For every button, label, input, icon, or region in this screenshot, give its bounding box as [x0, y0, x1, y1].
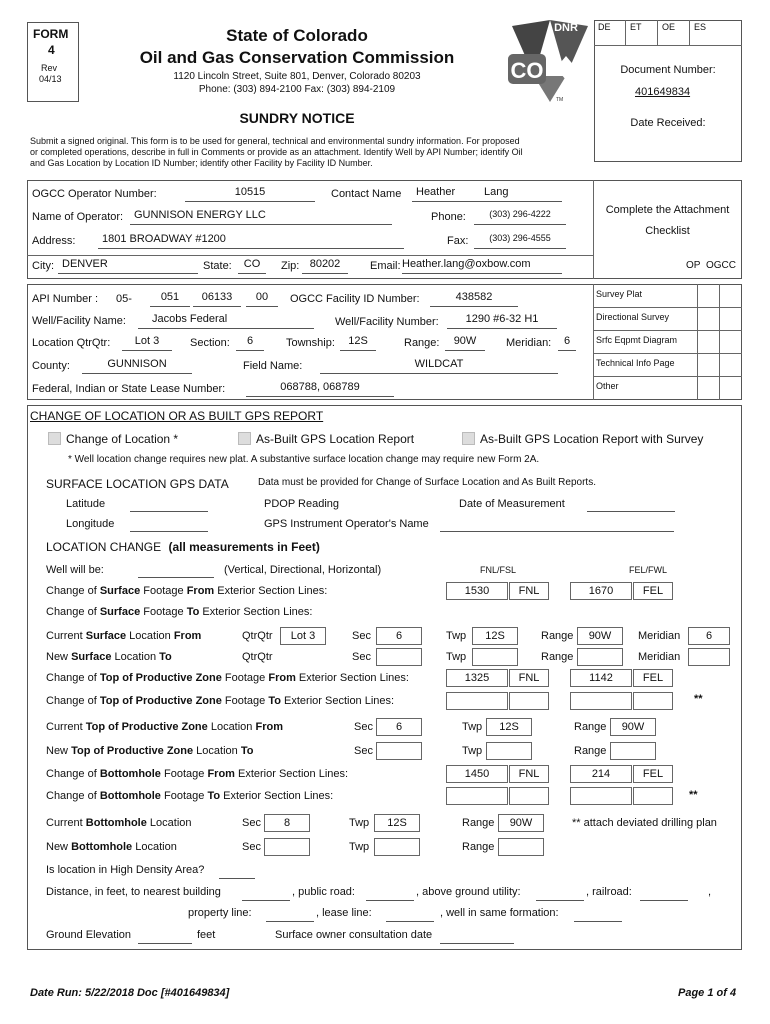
email-field[interactable]: Heather.lang@oxbow.com: [402, 258, 562, 274]
new-top-zone-label: New Top of Productive Zone Location To: [46, 745, 254, 757]
facility-id-field[interactable]: 438582: [430, 291, 518, 307]
distance-building-field[interactable]: [242, 886, 290, 901]
field-name-field[interactable]: WILDCAT: [320, 358, 558, 374]
railroad-field[interactable]: [640, 886, 688, 901]
top-cur-range-field[interactable]: 90W: [610, 718, 656, 736]
top-to-fel-dir[interactable]: [633, 692, 673, 710]
date-measurement-field[interactable]: [587, 497, 675, 512]
current-meridian-field[interactable]: 6: [688, 627, 730, 645]
new-qtrqtr-label: QtrQtr: [242, 651, 273, 663]
gps-operator-field[interactable]: [440, 517, 674, 532]
bh-cur-sec-field[interactable]: 8: [264, 814, 310, 832]
date-received-label: Date Received:: [630, 117, 706, 129]
svg-text:DNR: DNR: [554, 22, 578, 34]
phone-field[interactable]: (303) 296-4222: [474, 209, 566, 225]
utility-field[interactable]: [536, 886, 584, 901]
operator-name-label: Name of Operator:: [32, 211, 124, 223]
bh-new-sec-label: Sec: [242, 841, 261, 853]
surface-from-fel-dir[interactable]: FEL: [633, 582, 673, 600]
office-code-et: ET: [630, 22, 642, 32]
document-number: 401649834: [635, 86, 691, 98]
top-to-fnl-dir[interactable]: [509, 692, 549, 710]
checklist-item-technical-info[interactable]: Technical Info Page: [596, 358, 675, 368]
zip-field[interactable]: 80202: [302, 258, 348, 274]
bottomhole-footage-to-label: Change of Bottomhole Footage To Exterior Section Lines:: [46, 790, 334, 802]
utility-label: , above ground utility:: [416, 886, 521, 898]
checklist-col-op: OP: [686, 260, 701, 271]
surface-from-fnl-field[interactable]: 1530: [446, 582, 508, 600]
well-same-formation-field[interactable]: [574, 907, 622, 922]
bh-from-fel-dir[interactable]: FEL: [633, 765, 673, 783]
current-meridian-label: Meridian: [638, 630, 681, 642]
feet-label: feet: [197, 929, 216, 941]
top-new-range-label: Range: [574, 745, 607, 757]
lease-number-field[interactable]: 068788, 068789: [246, 381, 394, 397]
checklist-item-directional-survey[interactable]: Directional Survey: [596, 312, 670, 322]
contact-name-label: Contact Name: [331, 188, 402, 200]
township-field[interactable]: 12S: [340, 335, 376, 351]
email-label: Email:: [370, 260, 401, 272]
meridian-field[interactable]: 6: [558, 335, 576, 351]
double-star-marker-2: **: [689, 789, 698, 801]
bh-cur-range-field[interactable]: 90W: [498, 814, 544, 832]
gps-data-title: SURFACE LOCATION GPS DATA: [46, 477, 229, 491]
state-field[interactable]: CO: [238, 258, 266, 274]
qtrqtr-field[interactable]: Lot 3: [122, 335, 172, 351]
lease-line-field[interactable]: [386, 907, 434, 922]
consultation-date-field[interactable]: [440, 929, 514, 944]
current-top-zone-label: Current Top of Productive Zone Location From: [46, 721, 283, 733]
commission-phone: Phone: (303) 894-2100 Fax: (303) 894-2109: [198, 84, 396, 95]
fax-field[interactable]: (303) 296-4555: [474, 233, 566, 249]
instructions-line-2: or completed operations, describe in full in Comments or provide as an attachment. Identify Well by API Number; identify Oil: [30, 147, 523, 157]
current-twp-field[interactable]: 12S: [472, 627, 518, 645]
api-sidetrack-field[interactable]: 00: [246, 291, 278, 307]
meridian-label: Meridian:: [506, 337, 552, 349]
checkbox-icon: [48, 432, 61, 445]
api-sequence-field[interactable]: 06133: [193, 291, 241, 307]
surface-from-fnl-dir[interactable]: FNL: [509, 582, 549, 600]
rev-label: Rev: [41, 63, 58, 73]
api-county-field[interactable]: 051: [150, 291, 190, 307]
surface-from-fel-field[interactable]: 1670: [570, 582, 632, 600]
checklist-col-ogcc: OGCC: [706, 260, 736, 271]
surface-footage-to-label: Change of Surface Footage To Exterior Section Lines:: [46, 606, 313, 618]
zip-label: Zip:: [281, 260, 300, 272]
top-new-sec-label: Sec: [354, 745, 373, 757]
bh-new-range-field[interactable]: [498, 838, 544, 856]
public-road-field[interactable]: [366, 886, 414, 901]
bh-cur-sec-label: Sec: [242, 817, 261, 829]
current-surface-location-label: Current Surface Location From: [46, 630, 202, 642]
top-cur-sec-label: Sec: [354, 721, 373, 733]
ground-elevation-field[interactable]: [138, 929, 192, 944]
top-from-fel-field[interactable]: 1142: [570, 669, 632, 687]
top-new-range-field[interactable]: [610, 742, 656, 760]
city-label: City:: [32, 260, 54, 272]
bh-new-twp-field[interactable]: [374, 838, 420, 856]
state-title: State of Colorado: [226, 26, 368, 45]
new-meridian-field[interactable]: [688, 648, 730, 666]
change-of-location-checkbox[interactable]: Change of Location *: [48, 432, 178, 446]
distance-comma: ,: [708, 886, 712, 898]
as-built-gps-survey-checkbox[interactable]: As-Built GPS Location Report with Survey: [462, 432, 703, 446]
bh-cur-range-label: Range: [462, 817, 495, 829]
top-zone-footage-to-label: Change of Top of Productive Zone Footage To Exterior Section Lines:: [46, 695, 395, 707]
top-new-twp-label: Twp: [462, 745, 483, 757]
bottomhole-footage-from-label: Change of Bottomhole Footage From Exterior Section Lines:: [46, 768, 349, 780]
ogcc-operator-number-field[interactable]: 10515: [185, 186, 315, 202]
current-sec-label: Sec: [352, 630, 371, 642]
checklist-item-other[interactable]: Other: [596, 381, 619, 391]
document-number-label: Document Number:: [620, 64, 716, 76]
facility-id-label: OGCC Facility ID Number:: [290, 293, 420, 305]
well-same-formation-label: , well in same formation:: [440, 907, 559, 919]
form-label: FORM: [33, 27, 69, 41]
address-field[interactable]: 1801 BROADWAY #1200: [98, 233, 404, 249]
bh-to-fnl-dir[interactable]: [509, 787, 549, 805]
instructions-line-1: Submit a signed original. This form is to be used for general, technical and environmental sundry information. For proposed: [30, 136, 520, 146]
top-cur-sec-field[interactable]: 6: [376, 718, 422, 736]
current-qtrqtr-label: QtrQtr: [242, 630, 273, 642]
bh-to-fel-dir[interactable]: [633, 787, 673, 805]
new-surface-location-label: New Surface Location To: [46, 651, 172, 663]
current-range-label: Range: [541, 630, 574, 642]
fax-label: Fax:: [447, 235, 469, 247]
office-code-de: DE: [598, 22, 611, 32]
date-measurement-label: Date of Measurement: [459, 498, 565, 510]
top-new-twp-field[interactable]: [486, 742, 532, 760]
bh-to-fel-field[interactable]: [570, 787, 632, 805]
high-density-field[interactable]: [219, 864, 255, 879]
top-to-fel-field[interactable]: [570, 692, 632, 710]
double-star-marker: **: [694, 693, 703, 705]
gps-operator-label: GPS Instrument Operator's Name: [264, 518, 429, 530]
bh-from-fnl-dir[interactable]: FNL: [509, 765, 549, 783]
new-twp-label: Twp: [446, 651, 467, 663]
checkbox-icon: [462, 432, 475, 445]
commission-address: 1120 Lincoln Street, Suite 801, Denver, Colorado 80203: [173, 71, 421, 82]
api-prefix: 05-: [116, 293, 132, 305]
instructions-line-3: and Gas Location by Location ID Number; identify other Facility by Facility ID Number.: [30, 158, 373, 168]
city-field[interactable]: DENVER: [58, 258, 198, 274]
sundry-notice-title: SUNDRY NOTICE: [239, 110, 355, 126]
gps-data-note: Data must be provided for Change of Surface Location and As Built Reports.: [258, 477, 596, 488]
bh-cur-twp-field[interactable]: 12S: [374, 814, 420, 832]
checklist-item-srfc-eqpmt[interactable]: Srfc Eqpmt Diagram: [596, 335, 678, 345]
top-new-sec-field[interactable]: [376, 742, 422, 760]
new-range-field[interactable]: [577, 648, 623, 666]
facility-name-field[interactable]: Jacobs Federal: [138, 313, 314, 329]
contact-name-field[interactable]: Heather Lang: [412, 186, 562, 202]
bh-new-sec-field[interactable]: [264, 838, 310, 856]
longitude-label: Longitude: [66, 518, 115, 530]
change-location-title: CHANGE OF LOCATION OR AS BUILT GPS REPORT: [30, 409, 324, 423]
location-change-title: LOCATION CHANGE (all measurements in Feet): [46, 540, 320, 554]
consultation-date-label: Surface owner consultation date: [275, 929, 433, 941]
facility-name-label: Well/Facility Name:: [32, 315, 126, 327]
bh-new-twp-label: Twp: [349, 841, 370, 853]
state-label: State:: [203, 260, 232, 272]
current-twp-label: Twp: [446, 630, 467, 642]
bh-new-range-label: Range: [462, 841, 495, 853]
svg-text:CO: CO: [510, 58, 544, 83]
office-code-oe: OE: [662, 22, 676, 32]
operator-name-field[interactable]: GUNNISON ENERGY LLC: [130, 209, 392, 225]
bh-from-fel-field[interactable]: 214: [570, 765, 632, 783]
top-from-fnl-dir[interactable]: FNL: [509, 669, 549, 687]
checklist-item-survey-plat[interactable]: Survey Plat: [596, 289, 643, 299]
public-road-label: , public road:: [292, 886, 355, 898]
latitude-field[interactable]: [130, 497, 208, 512]
plat-note: * Well location change requires new plat. A substantive surface location change may require new Form 2A.: [68, 454, 540, 465]
new-range-label: Range: [541, 651, 574, 663]
latitude-label: Latitude: [66, 498, 106, 510]
township-label: Township:: [286, 337, 335, 349]
lease-line-label: , lease line:: [316, 907, 372, 919]
bh-to-fnl-field[interactable]: [446, 787, 508, 805]
address-label: Address:: [32, 235, 76, 247]
lease-number-label: Federal, Indian or State Lease Number:: [32, 383, 226, 395]
checkbox-icon: [238, 432, 251, 445]
top-from-fel-dir[interactable]: FEL: [633, 669, 673, 687]
commission-title: Oil and Gas Conservation Commission: [139, 48, 455, 67]
deviated-plan-note: ** attach deviated drilling plan: [572, 817, 717, 829]
county-label: County:: [32, 360, 70, 372]
well-will-be-field[interactable]: [138, 563, 214, 578]
top-from-fnl-field[interactable]: 1325: [446, 669, 508, 687]
new-sec-field[interactable]: [376, 648, 422, 666]
longitude-field[interactable]: [130, 517, 208, 532]
fnl-fsl-header: FNL/FSL: [480, 565, 517, 575]
property-line-label: property line:: [188, 907, 252, 919]
checklist-title-2: Checklist: [645, 225, 690, 237]
top-to-fnl-field[interactable]: [446, 692, 508, 710]
footer-date-run: Date Run: 5/22/2018 Doc [#401649834]: [30, 987, 230, 999]
ogcc-operator-number-label: OGCC Operator Number:: [32, 188, 157, 200]
phone-label: Phone:: [431, 211, 466, 223]
new-twp-field[interactable]: [472, 648, 518, 666]
top-zone-footage-from-label: Change of Top of Productive Zone Footage From Exterior Section Lines:: [46, 672, 409, 684]
office-code-es: ES: [694, 22, 707, 32]
new-sec-label: Sec: [352, 651, 371, 663]
current-bottomhole-label: Current Bottomhole Location: [46, 817, 192, 829]
form-number: 4: [48, 43, 55, 57]
section-field[interactable]: 6: [236, 335, 264, 351]
api-number-label: API Number :: [32, 293, 99, 305]
well-type-hint: (Vertical, Directional, Horizontal): [224, 564, 382, 576]
railroad-label: , railroad:: [586, 886, 632, 898]
range-field[interactable]: 90W: [445, 335, 485, 351]
new-meridian-label: Meridian: [638, 651, 681, 663]
bh-cur-twp-label: Twp: [349, 817, 370, 829]
rev-date: 04/13: [39, 74, 62, 84]
facility-number-field[interactable]: 1290 #6-32 H1: [447, 313, 557, 329]
bh-from-fnl-field[interactable]: 1450: [446, 765, 508, 783]
top-cur-twp-label: Twp: [462, 721, 483, 733]
section-label: Section:: [190, 337, 230, 349]
county-field[interactable]: GUNNISON: [82, 358, 192, 374]
well-will-be-label: Well will be:: [46, 564, 104, 576]
field-name-label: Field Name:: [243, 360, 303, 372]
footer-page: Page 1 of 4: [678, 987, 737, 999]
current-qtrqtr-field[interactable]: Lot 3: [280, 627, 326, 645]
ground-elevation-label: Ground Elevation: [46, 929, 131, 941]
new-bottomhole-label: New Bottomhole Location: [46, 841, 177, 853]
range-label: Range:: [404, 337, 440, 349]
top-cur-twp-field[interactable]: 12S: [486, 718, 532, 736]
property-line-field[interactable]: [266, 907, 314, 922]
surface-footage-from-label: Change of Surface Footage From Exterior Section Lines:: [46, 585, 328, 597]
pdop-label: PDOP Reading: [264, 498, 340, 510]
dnr-logo: [504, 16, 590, 104]
fel-fwl-header: FEL/FWL: [629, 565, 668, 575]
as-built-gps-checkbox[interactable]: As-Built GPS Location Report: [238, 432, 414, 446]
current-range-field[interactable]: 90W: [577, 627, 623, 645]
high-density-label: Is location in High Density Area?: [46, 864, 205, 876]
current-sec-field[interactable]: 6: [376, 627, 422, 645]
facility-number-label: Well/Facility Number:: [335, 316, 439, 328]
top-cur-range-label: Range: [574, 721, 607, 733]
qtrqtr-label: Location QtrQtr:: [32, 337, 111, 349]
checklist-title: Complete the Attachment: [605, 204, 730, 216]
distance-building-label: Distance, in feet, to nearest building: [46, 886, 221, 898]
svg-text:TM: TM: [556, 97, 564, 103]
